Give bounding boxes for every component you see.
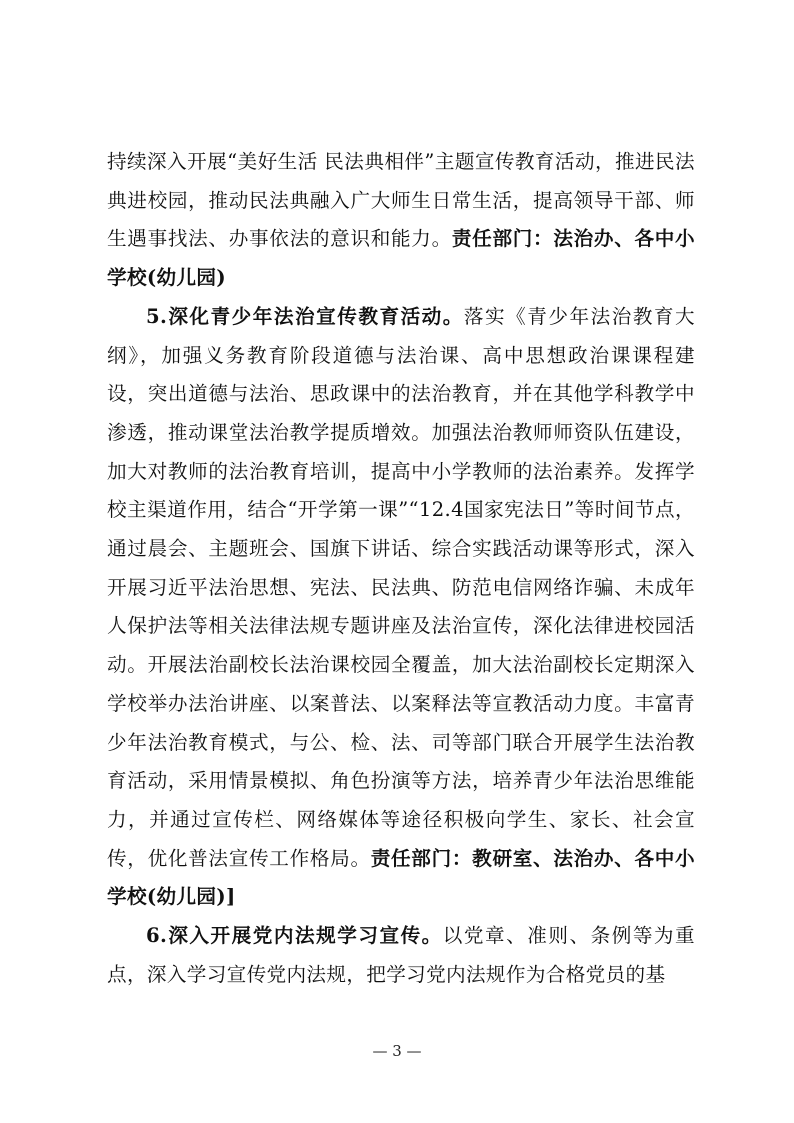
page-number: — 3 — [372, 1042, 422, 1060]
paragraph-continuation [107, 143, 695, 298]
item-heading: 5.深化青少年法治宣传教育活动。 [146, 304, 464, 328]
paragraph-item-6 [107, 917, 695, 994]
item-heading: 6.深入开展党内法规学习宣传。 [146, 924, 443, 948]
paragraph-item-5 [107, 298, 695, 917]
paragraph-text: 以党章、准则、条例等为重点，深入学习宣传党内法规，把学习党内法规作为合格党员的基 [107, 924, 695, 986]
paragraph-text: 持续深入开展“美好生活 民法典相伴”主题宣传教育活动，推进民法典进校园，推动民法典融入广大师生日常生活，提高领导干部、师生遇事找法、办事依法的意识和能力。 [107, 150, 695, 251]
document-body [107, 143, 695, 994]
paragraph-text: 落实《青少年法治教育大纲》，加强义务教育阶段道德与法治课、高中思想政治课课程建设，突出道德与法治、思政课中的法治教育，并在其他学科教学中渗透，推动课堂法治教学提质增效。加强法治教师师资队伍建设，加大对教师的法治教育培训，提高中小学教师的法治素养。发挥学校主渠道作用，结合“开学第一课”“12.4国家宪法日”等时间节点，通过晨会、主题班会、国旗下讲话、综合实践活动课等形式，深入开展习近平法治思想、宪法、民法典、防范电信网络诈骗、未成年人保护法等相关法律法规专题讲座及法治宣传，深化法律进校园活动。开展法治副校长法治课校园全覆盖，加大法治副校长定期深入学校举办法治讲座、以案普法、以案释法等宣教活动力度。丰富青少年法治教育模式，与公、检、法、司等部门联合开展学生法治教育活动，采用情景模拟、角色扮演等方法，培养青少年法治思维能力，并通过宣传栏、网络媒体等途径积极向学生、家长、社会宣传，优化普法宣传工作格局。 [107, 304, 695, 870]
responsibility-note: 责任部门：教研室、法治办、各中小学校(幼儿园)] [107, 846, 695, 909]
responsibility-note: 责任部门：法治办、各中小学校(幼儿园) [107, 227, 695, 290]
